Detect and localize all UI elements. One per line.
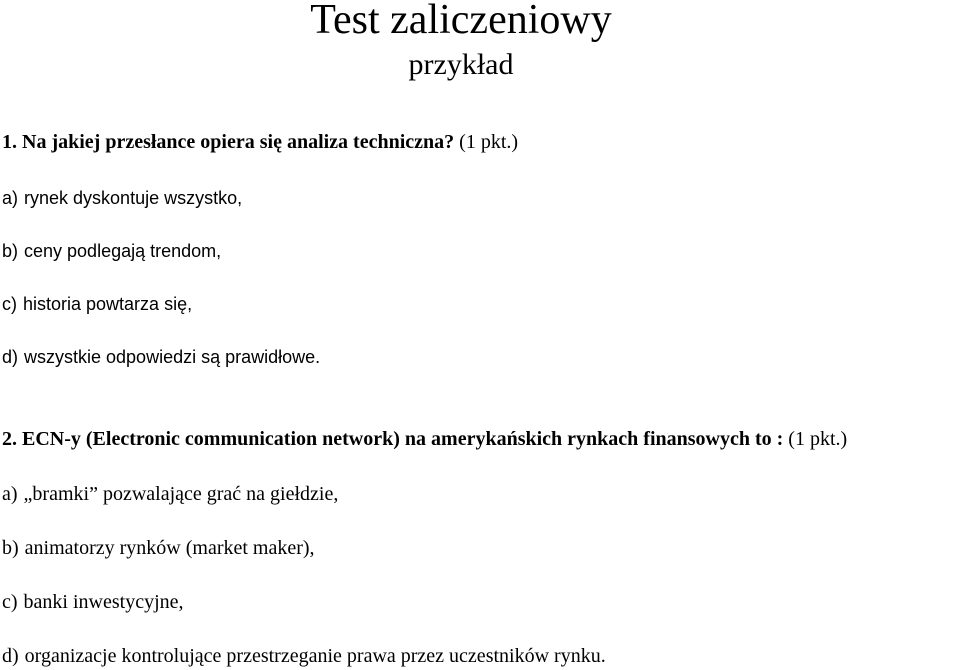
page-subtitle: przykład (408, 48, 514, 81)
answer-letter: a) (2, 483, 18, 505)
answer-letter: c) (2, 294, 17, 314)
answer-text: animatorzy rynków (market maker), (24, 537, 315, 559)
question-2-answer-d (2, 643, 606, 669)
question-2-answer-a (2, 481, 338, 507)
question-2-answer-b (2, 535, 315, 561)
question-2 (2, 426, 847, 452)
answer-letter: d) (2, 347, 19, 367)
question-1-points: (1 pkt.) (459, 131, 519, 153)
answer-letter: b) (2, 241, 19, 261)
question-1-answer-d (2, 344, 320, 370)
question-1-answer-a (2, 185, 242, 211)
answer-text: ceny podlegają trendom, (24, 241, 222, 261)
answer-letter: a) (2, 188, 19, 208)
answer-text: wszystkie odpowiedzi są prawidłowe. (24, 347, 321, 367)
question-2-answer-c (2, 589, 184, 615)
question-1 (2, 129, 518, 155)
answer-text: rynek dyskontuje wszystko, (24, 188, 243, 208)
question-1-text: 1. Na jakiej przesłance opiera się analiza techniczna? (2, 131, 455, 153)
answer-text: „bramki” pozwalające grać na giełdzie, (23, 483, 339, 505)
answer-letter: c) (2, 591, 18, 613)
question-2-text: 2. ECN-y (Electronic communication network) na amerykańskich rynkach finansowych to : (2, 428, 784, 450)
question-1-answer-c (2, 291, 192, 317)
question-1-answer-b (2, 238, 221, 264)
answer-letter: d) (2, 645, 19, 667)
question-2-points: (1 pkt.) (788, 428, 848, 450)
answer-text: banki inwestycyjne, (23, 591, 184, 613)
answer-text: historia powtarza się, (23, 294, 193, 314)
answer-letter: b) (2, 537, 19, 559)
answer-text: organizacje kontrolujące przestrzeganie prawa przez uczestników rynku. (24, 645, 606, 667)
page-title: Test zaliczeniowy (310, 0, 612, 43)
